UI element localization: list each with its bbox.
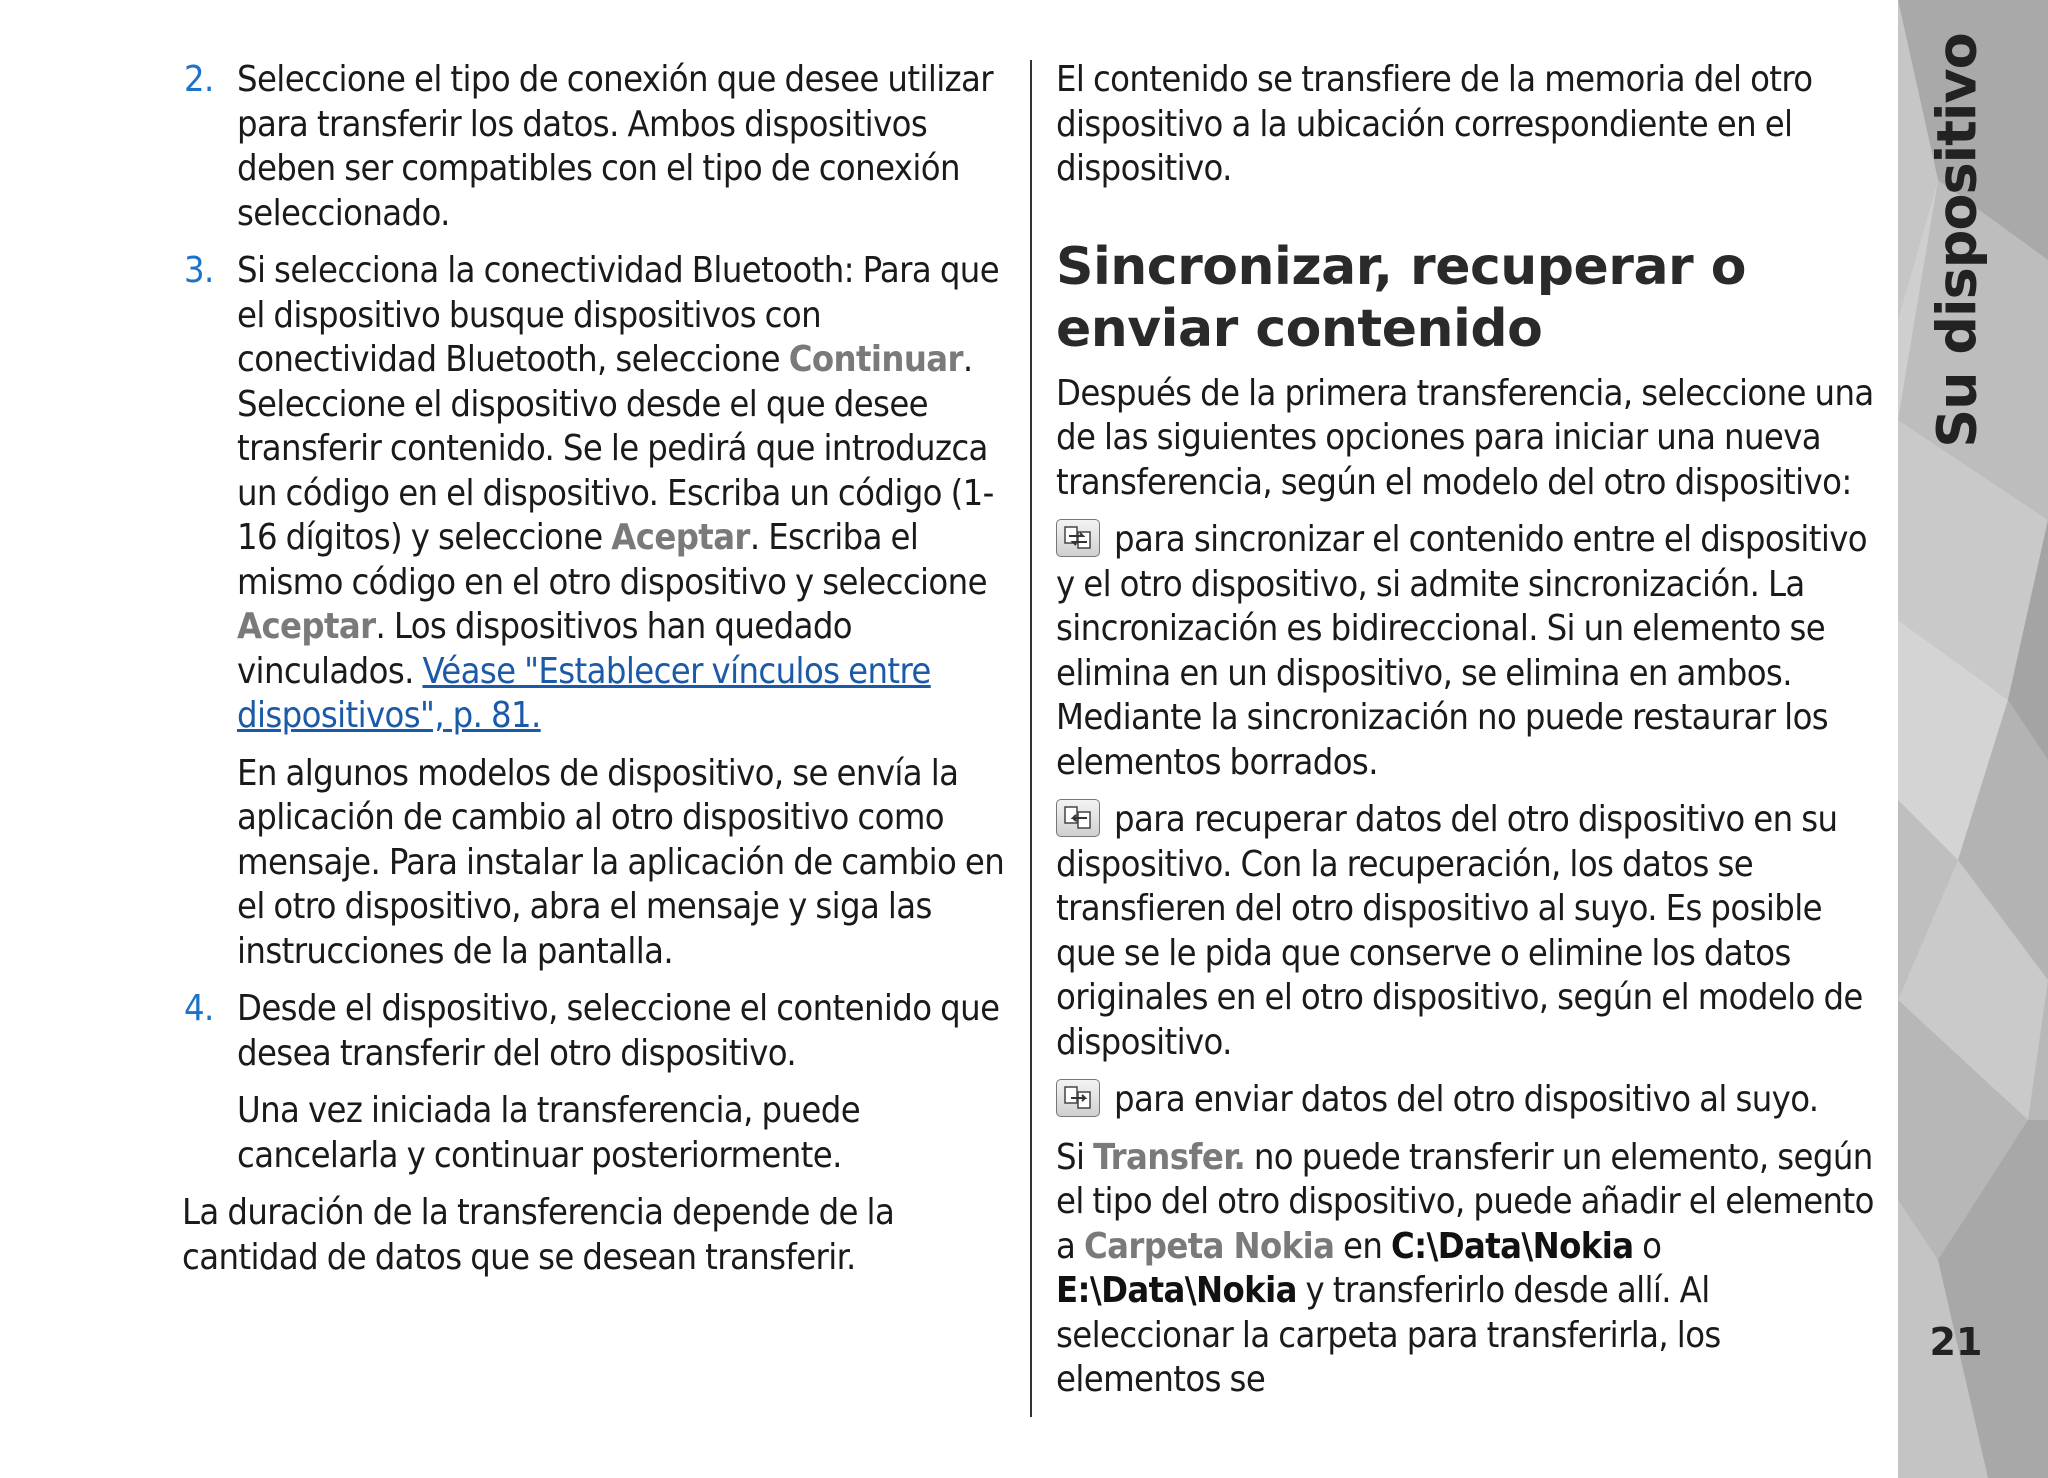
option-text: para sincronizar el contenido entre el dispositivo y el otro dispositivo, si admite sincronización. La sincronización es bidireccional. Si un elemento se elimina en un dispositivo, se elimina en ambos. Mediante la sincronización no puede restaurar los elementos borrados.: [1056, 519, 1867, 783]
paragraph-text: en: [1334, 1225, 1391, 1267]
option-sync: [1056, 518, 1878, 785]
option-text: para recuperar datos del otro dispositivo en su dispositivo. Con la recuperación, los datos se transfieren del otro dispositivo al suyo. Es posible que se le pida que conserve o elimine los datos originales en el otro dispositivo, según el modelo de dispositivo.: [1056, 799, 1863, 1063]
option-text: para enviar datos del otro dispositivo al suyo.: [1114, 1079, 1819, 1120]
paragraph-text: y transferirlo desde allí. Al seleccionar la carpeta para transferirla, los elementos se: [1056, 1270, 1721, 1400]
fallback-paragraph: [1056, 1136, 1878, 1403]
list-item-step-4: [184, 987, 1014, 1076]
step-4-note: [184, 1089, 1014, 1178]
ui-label-continuar: Continuar: [788, 339, 963, 380]
ui-label-carpeta-nokia: Carpeta Nokia: [1083, 1225, 1335, 1267]
list-item-step-3: [184, 249, 1014, 739]
paragraph-text: no puede transferir un elemento, según el tipo del otro dispositivo, puede añadir el elemento a: [1056, 1136, 1874, 1267]
ui-label-aceptar: Aceptar: [237, 606, 376, 647]
folder-path-e: E:\Data\Nokia: [1056, 1270, 1297, 1311]
cross-reference-link[interactable]: Véase "Establecer vínculos entre dispositivos", p. 81.: [237, 650, 931, 736]
paragraph-text: Si: [1056, 1136, 1094, 1178]
section-heading: Sincronizar, recuperar o enviar contenido: [1056, 236, 1746, 359]
column-divider: [1030, 60, 1032, 1417]
left-column: [184, 58, 1014, 1280]
step-text: . Escriba el mismo código en el otro dispositivo y seleccione: [237, 517, 987, 603]
note-text: En algunos modelos de dispositivo, se envía la aplicación de cambio al otro dispositivo como mensaje. Para instalar la aplicación de cambio en el otro dispositivo, abra el mensaje y siga las instrucciones de la pantalla.: [237, 752, 1005, 972]
option-send: [1056, 1078, 1878, 1123]
ui-label-transfer: Transfer.: [1093, 1136, 1246, 1178]
option-retrieve: [1056, 798, 1878, 1065]
step-text: Si selecciona la conectividad Bluetooth: Para que el dispositivo busque dispositivos con conectividad Bluetooth, seleccione: [237, 250, 1000, 380]
page-number: 21: [1929, 1320, 1983, 1364]
right-column: [1056, 58, 1878, 1403]
step-3-note: [184, 752, 1014, 975]
note-text: Una vez iniciada la transferencia, puede cancelarla y continuar posteriormente.: [237, 1090, 861, 1176]
ui-label-aceptar: Aceptar: [611, 517, 750, 558]
step-text: . Los dispositivos han quedado vinculados.: [237, 606, 853, 692]
send-icon: [1056, 1079, 1100, 1117]
options-intro: Después de la primera transferencia, seleccione una de las siguientes opciones para iniciar una nueva transferencia, según el modelo del otro dispositivo:: [1056, 372, 1874, 503]
step-number: 4.: [184, 988, 214, 1029]
folder-path-c: C:\Data\Nokia: [1390, 1225, 1634, 1267]
list-item-step-2: [184, 58, 1014, 236]
retrieve-icon: [1056, 799, 1100, 837]
sync-icon: [1056, 519, 1100, 557]
intro-paragraph: El contenido se transfiere de la memoria del otro dispositivo a la ubicación correspondiente en el dispositivo.: [1056, 59, 1813, 189]
paragraph-text: o: [1633, 1225, 1662, 1267]
step-text: Desde el dispositivo, seleccione el contenido que desea transferir del otro dispositivo.: [237, 988, 1000, 1074]
step-number: 3.: [184, 250, 214, 291]
section-title-vertical: Su dispositivo: [1926, 32, 1989, 448]
step-text: . Seleccione el dispositivo desde el que desee transferir contenido. Se le pedirá que introduzca un código en el dispositivo. Escriba un código (1-16 dígitos) y seleccione: [237, 339, 994, 558]
closing-paragraph: La duración de la transferencia depende de la cantidad de datos que se desean transferir.: [182, 1192, 895, 1278]
step-text: Seleccione el tipo de conexión que desee utilizar para transferir los datos. Ambos dispositivos deben ser compatibles con el tipo de conexión seleccionado.: [237, 59, 994, 234]
step-number: 2.: [184, 59, 214, 100]
